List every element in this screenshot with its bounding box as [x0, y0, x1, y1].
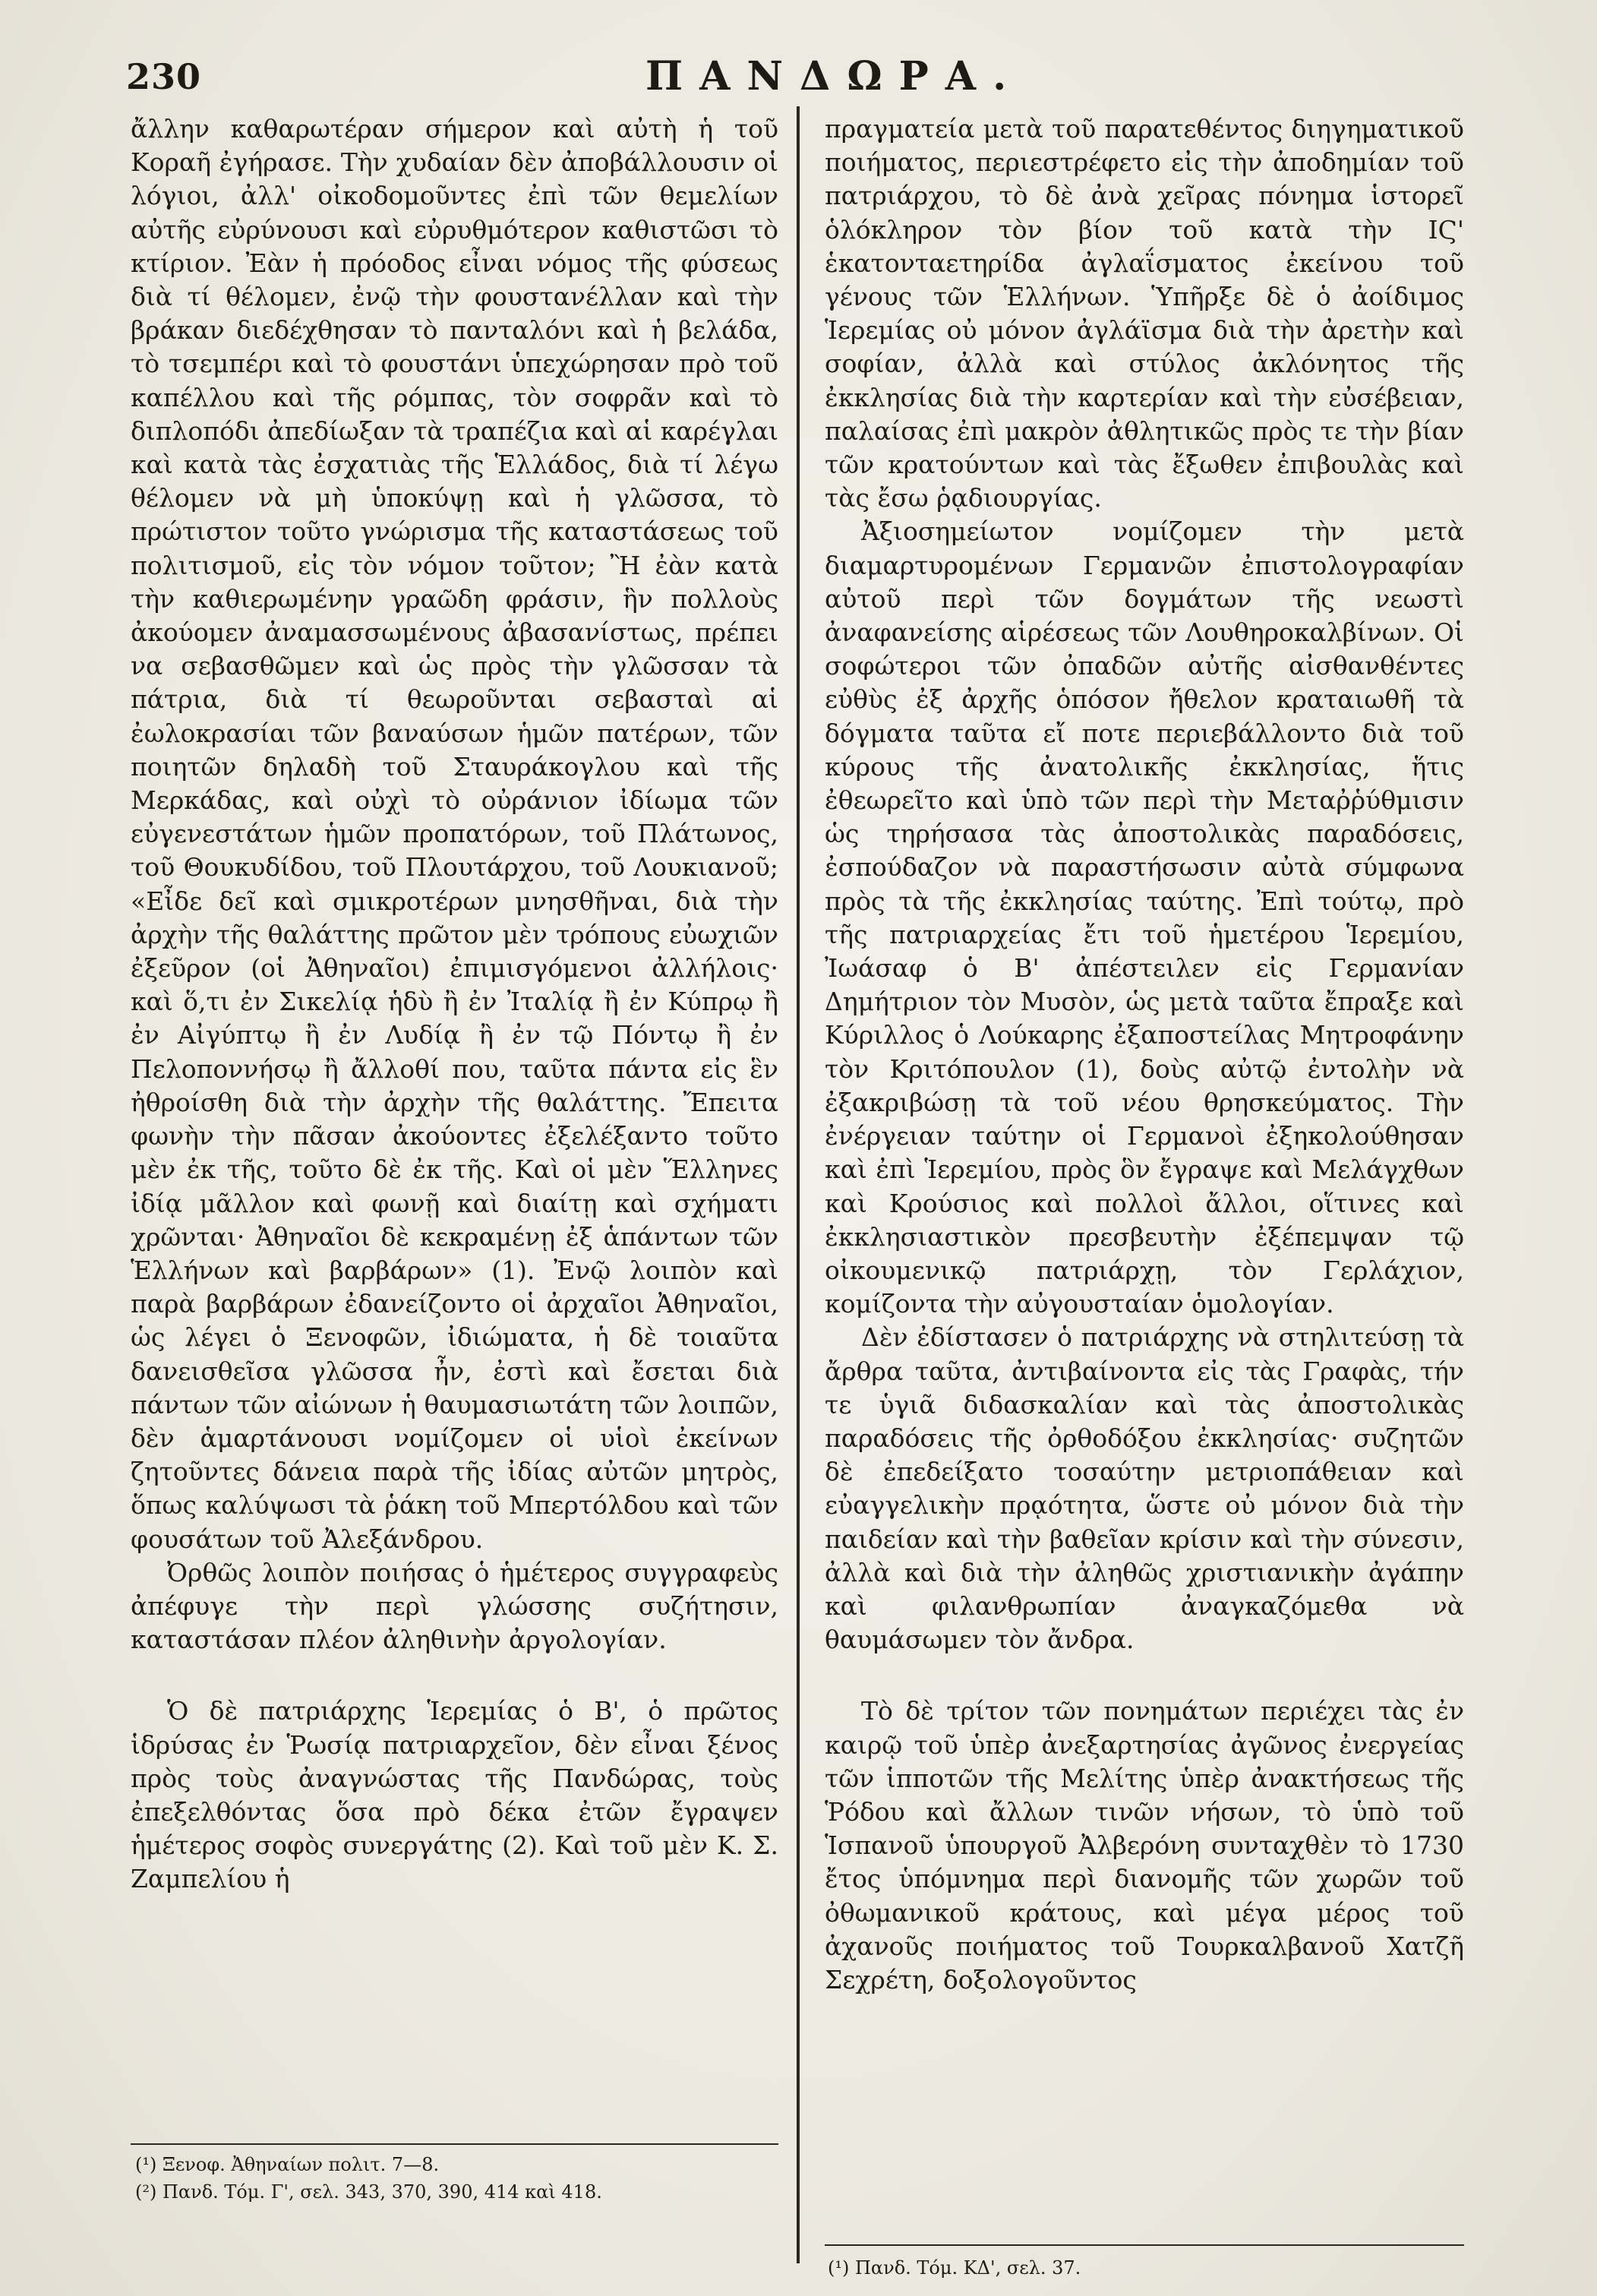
column-divider	[797, 106, 800, 2263]
right-footnotes	[828, 2254, 1458, 2282]
right-footnote-1: (¹) Πανδ. Τόμ. ΚΔ', σελ. 37.	[828, 2257, 1081, 2279]
left-footnote-rule	[131, 2143, 778, 2145]
left-footnote-2: (²) Πανδ. Τόμ. Γ', σελ. 343, 370, 390, 414 καὶ 418.	[135, 2181, 602, 2203]
running-title: ΠΑΝΔΩΡΑ.	[645, 53, 1024, 99]
left-paragraph-3: Ὁ δὲ πατριάρχης Ἱερεμίας ὁ Β', ὁ πρῶτος ἱδρύσας ἐν Ῥωσίᾳ πατριαρχεῖον, δὲν εἶναι ξένος πρὸς τοὺς ἀναγνώστας τῆς Πανδώρας, τοὺς ἐπεξελθόντας ὅσα πρὸ δέκα ἐτῶν ἔγραψεν ἡμέτερος σοφὸς συνεργάτης (2). Καὶ τοῦ μὲν Κ. Σ. Ζαμπελίου ἡ	[131, 1696, 778, 1894]
right-paragraph-2: Ἀξιοσημείωτον νομίζομεν τὴν μετὰ διαμαρτυρομένων Γερμανῶν ἐπιστολογραφίαν αὐτοῦ περὶ τῶν δογμάτων τῆς νεωστὶ ἀναφανείσης αἱρέσεως τῶν Λουθηροκαλβίνων. Οἱ σοφώτεροι τῶν ὀπαδῶν αὐτῆς αἰσθανθέντες εὐθὺς ἐξ ἀρχῆς ὁπόσον ἤθελον κραταιωθῆ τὰ δόγματα ταῦτα εἴ ποτε περιεβάλλοντο διὰ τοῦ κύρους τῆς ἀνατολικῆς ἐκκλησίας, ἥτις ἐθεωρεῖτο καὶ ὑπὸ τῶν περὶ τὴν Μεταῤῥύθμισιν ὡς τηρήσασα τὰς ἀποστολικὰς παραδόσεις, ἐσπούδαζον νὰ παραστήσωσιν αὐτὰ σύμφωνα πρὸς τὰ τῆς ἐκκλησίας ταύτης. Ἐπὶ τούτῳ, πρὸ τῆς πατριαρχείας ἔτι τοῦ ἡμετέρου Ἱερεμίου, Ἰωάσαφ ὁ Β' ἀπέστειλεν εἰς Γερμανίαν Δημήτριον τὸν Μυσὸν, ὡς μετὰ ταῦτα ἔπραξε καὶ Κύριλλος ὁ Λούκαρης ἐξαποστείλας Μητροφάνην τὸν Κριτόπουλον (1), δοὺς αὐτῷ ἐντολὴν νὰ ἐξακριβώσῃ τὰ τοῦ νέου θρησκεύματος. Τὴν ἐνέργειαν ταύτην οἱ Γερμανοὶ ἐξηκολούθησαν καὶ ἐπὶ Ἱερεμίου, πρὸς ὃν ἔγραψε καὶ Μελάγχθων καὶ Κρούσιος καὶ πολλοὶ ἄλλοι, οἵτινες καὶ ἐκκλησιαστικὸν πρεσβευτὴν ἐξέπεμψαν τῷ οἰκουμενικῷ πατριάρχῃ, τὸν Γερλάχιον, κομίζοντα τὴν αὐγουσταίαν ὁμολογίαν.	[825, 516, 1464, 1319]
right-paragraph-3: Δὲν ἐδίστασεν ὁ πατριάρχης νὰ στηλιτεύσῃ τὰ ἄρθρα ταῦτα, ἀντιβαίνοντα εἰς τὰς Γραφὰς, τήν τε ὑγιᾶ διδασκαλίαν καὶ τὰς ἀποστολικὰς παραδόσεις τῆς ὀρθοδόξου ἐκκλησίας· συζητῶν δὲ ἐπεδείξατο τοσαύτην μετριοπάθειαν καὶ εὐαγγελικὴν πρᾳότητα, ὥστε οὐ μόνον διὰ τὴν παιδείαν καὶ τὴν βαθεῖαν κρίσιν καὶ τὴν σύνεσιν, ἀλλὰ καὶ διὰ τὴν ἀληθῶς χριστιανικὴν ἀγάπην καὶ φιλανθρωπίαν ἀναγκαζόμεθα νὰ θαυμάσωμεν τὸν ἄνδρα.	[825, 1322, 1464, 1655]
right-paragraph-1: πραγματεία μετὰ τοῦ παρατεθέντος διηγηματικοῦ ποιήματος, περιεστρέφετο εἰς τὴν ἀποδημίαν τοῦ πατριάρχου, τὸ δὲ ἀνὰ χεῖρας πόνημα ἱστορεῖ ὁλόκληρον τὸν βίον τοῦ κατὰ τὴν ΙϚ' ἑκατονταετηρίδα ἀγλαΐσματος ἐκείνου τοῦ γένους τῶν Ἑλλήνων. Ὑπῆρξε δὲ ὁ ἀοίδιμος Ἱερεμίας οὐ μόνον ἀγλάϊσμα διὰ τὴν ἀρετὴν καὶ σοφίαν, ἀλλὰ καὶ στύλος ἀκλόνητος τῆς ἐκκλησίας διὰ τὴν καρτερίαν καὶ τὴν εὐσέβειαν, παλαίσας ἐπὶ μακρὸν ἀθλητικῶς πρὸς τε τὴν βίαν τῶν κρατούντων καὶ τὰς ἔξωθεν ἐπιβουλὰς καὶ τὰς ἔσω ῥᾳδιουργίας.	[825, 114, 1464, 513]
right-column	[825, 112, 1464, 1997]
left-footnotes	[135, 2151, 773, 2206]
left-column	[131, 112, 778, 1896]
left-paragraph-2: Ὀρθῶς λοιπὸν ποιήσας ὁ ἡμέτερος συγγραφεὺς ἀπέφυγε τὴν περὶ γλώσσης συζήτησιν, καταστάσαν πλέον ἀληθινὴν ἀργολογίαν.	[131, 1557, 778, 1655]
left-footnote-1: (¹) Ξενοφ. Ἀθηναίων πολιτ. 7—8.	[135, 2154, 440, 2175]
right-paragraph-4: Τὸ δὲ τρίτον τῶν πονημάτων περιέχει τὰς ἐν καιρῷ τοῦ ὑπὲρ ἀνεξαρτησίας ἀγῶνος ἐνεργείας τῶν ἱπποτῶν τῆς Μελίτης ὑπὲρ ἀνακτήσεως τῆς Ῥόδου καὶ ἄλλων τινῶν νήσων, τὸ ὑπὸ τοῦ Ἱσπανοῦ ὑπουργοῦ Ἀλβερόνη συνταχθὲν τὸ 1730 ἔτος ὑπόμνημα περὶ διανομῆς τῶν χωρῶν τοῦ ὀθωμανικοῦ κράτους, καὶ μέγα μέρος τοῦ ἀχανοῦς ποιήματος τοῦ Τουρκαλβανοῦ Χατζῆ Σεχρέτη, δοξολογοῦντος	[825, 1696, 1464, 1994]
left-paragraph-1: ἄλλην καθαρωτέραν σήμερον καὶ αὐτὴ ἡ τοῦ Κοραῆ ἐγήρασε. Τὴν χυδαίαν δὲν ἀποβάλλουσιν οἱ λόγιοι, ἀλλ' οἰκοδομοῦντες ἐπὶ τῶν θεμελίων αὐτῆς εὐρύνουσι καὶ εὐρυθμότερον καθιστῶσι τὸ κτίριον. Ἐὰν ἡ πρόοδος εἶναι νόμος τῆς φύσεως διὰ τί θέλομεν, ἐνῷ τὴν φουστανέλλαν καὶ τὴν βράκαν διεδέχθησαν τὸ πανταλόνι καὶ ἡ βελάδα, τὸ τσεμπέρι καὶ τὸ φουστάνι ὑπεχώρησαν πρὸ τοῦ καπέλλου καὶ τῆς ρόμπας, τὸν σοφρᾶν καὶ τὸ διπλοπόδι ἀπεδίωξαν τὰ τραπέζια καὶ αἱ καρέγλαι καὶ κατὰ τὰς ἐσχατιὰς τῆς Ἑλλάδος, διὰ τί λέγω θέλομεν νὰ μὴ ὑποκύψῃ καὶ ἡ γλῶσσα, τὸ πρώτιστον τοῦτο γνώρισμα τῆς καταστάσεως τοῦ πολιτισμοῦ, εἰς τὸν νόμον τοῦτον; Ἢ ἐὰν κατὰ τὴν καθιερωμένην γραῶδη φράσιν, ἣν πολλοὺς ἀκούομεν ἀναμασσωμένους ἀβασανίστως, πρέπει να σεβασθῶμεν καὶ ὡς πρὸς τὴν γλῶσσαν τὰ πάτρια, διὰ τί θεωροῦνται σεβασταὶ αἱ ἐωλοκρασίαι τῶν βαναύσων ἡμῶν πατέρων, τῶν ποιητῶν δηλαδὴ τοῦ Σταυράκογλου καὶ τῆς Μερκάδας, καὶ οὐχὶ τὸ οὐράνιον ἰδίωμα τῶν εὐγενεστάτων ἡμῶν προπατόρων, τοῦ Πλάτωνος, τοῦ Θουκυδίδου, τοῦ Πλουτάρχου, τοῦ Λουκιανοῦ; «Εἶδε δεῖ καὶ σμικροτέρων μνησθῆναι, διὰ τὴν ἀρχὴν τῆς θαλάττης πρῶτον μὲν τρόπους εὐωχιῶν ἐξεῦρον (οἱ Ἀθηναῖοι) ἐπιμισγόμενοι ἀλλήλοις· καὶ ὅ,τι ἐν Σικελίᾳ ἡδὺ ἢ ἐν Ἰταλίᾳ ἢ ἐν Κύπρῳ ἢ ἐν Αἰγύπτῳ ἢ ἐν Λυδίᾳ ἢ ἐν τῷ Πόντῳ ἢ ἐν Πελοποννήσῳ ἢ ἄλλοθί που, ταῦτα πάντα εἰς ἓν ἠθροίσθη διὰ τὴν ἀρχὴν τῆς θαλάττης. Ἔπειτα φωνὴν τὴν πᾶσαν ἀκούοντες ἐξελέξαντο τοῦτο μὲν ἐκ τῆς, τοῦτο δὲ ἐκ τῆς. Καὶ οἱ μὲν Ἕλληνες ἰδίᾳ μᾶλλον καὶ φωνῇ καὶ διαίτῃ καὶ σχήματι χρῶνται· Ἀθηναῖοι δὲ κεκραμένῃ ἐξ ἁπάντων τῶν Ἑλλήνων καὶ βαρβάρων» (1). Ἐνῷ λοιπὸν καὶ παρὰ βαρβάρων ἐδανείζοντο οἱ ἀρχαῖοι Ἀθηναῖοι, ὡς λέγει ὁ Ξενοφῶν, ἰδιώματα, ἡ δὲ τοιαῦτα δανεισθεῖσα γλῶσσα ἦν, ἐστὶ καὶ ἔσεται διὰ πάντων τῶν αἰώνων ἡ θαυμασιωτάτη τῶν λοιπῶν, δὲν ἁμαρτάνουσι νομίζομεν οἱ υἱοὶ ἐκείνων ζητοῦντες δάνεια παρὰ τῆς ἰδίας αὐτῶν μητρὸς, ὅπως καλύψωσι τὰ ῥάκη τοῦ Μπερτόλδου καὶ τῶν φουσάτων τοῦ Ἀλεξάνδρου.	[131, 114, 778, 1554]
page-number: 230	[126, 56, 202, 97]
right-footnote-rule	[825, 2244, 1464, 2246]
